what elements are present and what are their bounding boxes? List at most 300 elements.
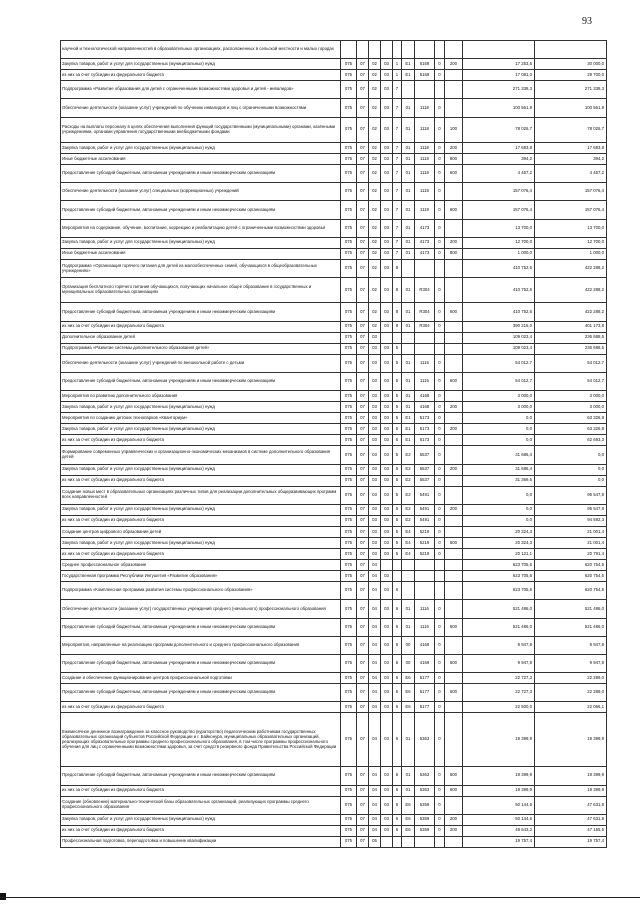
table-row [61,560,607,571]
code-cell: 07 [357,435,369,446]
code-cell: 075 [341,237,357,248]
code-cell [445,435,463,446]
code-cell: 03 [369,464,381,475]
code-cell: 075 [341,248,357,259]
amount-year-2: 422 288,2 [535,303,607,321]
code-cell [415,343,435,354]
code-cell: 1116 [415,618,435,636]
code-cell [445,475,463,486]
code-cell: 1 [393,59,402,70]
amount-year-1: 1 000,0 [463,248,535,259]
code-cell [435,343,445,354]
code-cell [381,560,393,571]
item-name: Закупка товаров, работ и услуг для государственных (муниципальных) нужд [61,237,341,248]
amount-year-1: 3 000,0 [463,402,535,413]
code-cell: 1119 [415,183,435,201]
code-cell: 075 [341,278,357,303]
code-cell: 03 [369,424,381,435]
code-cell: 07 [357,582,369,600]
code-cell: 0 [435,673,445,684]
item-name: Предоставление субсидий бюджетным, автономным учреждениям и иным некоммерческим организациям [61,201,341,219]
code-cell: 04 [369,582,381,600]
code-cell: 0 [435,618,445,636]
code-cell: 02 [369,201,381,219]
code-cell: 200 [445,504,463,515]
code-cell: 03 [381,70,393,81]
code-cell [435,571,445,582]
code-cell: 075 [341,183,357,201]
code-cell: 07 [357,201,369,219]
amount-year-1: 78 026,7 [463,117,535,142]
item-name: из них за счет субсидии из федерального бюджета [61,321,341,332]
item-name: Закупка товаров, работ и услуг для государственных (муниципальных) нужд [61,464,341,475]
item-name: Мероприятия, направленные на реализацию программ дополнительного и среднего профессионального образования [61,636,341,654]
code-cell: 04 [369,684,381,702]
item-name: Подпрограмма «Комплексная программа развития системы профессионального образования» [61,582,341,600]
item-name: Иные бюджетные ассигнования [61,154,341,165]
code-cell: 03 [369,435,381,446]
code-cell: 03 [369,486,381,504]
code-cell: 600 [445,767,463,785]
table-row [61,537,607,548]
code-cell: 1115 [415,354,435,372]
code-cell: 04 [369,796,381,814]
item-name: Профессиональная подготовка, переподготовка и повышение квалификации [61,836,341,847]
code-cell: 02 [369,248,381,259]
amount-year-2: 19 399,9 [535,713,607,767]
table-row [61,475,607,486]
code-cell: 5 [393,504,402,515]
code-cell [393,571,402,582]
code-cell: 02 [369,278,381,303]
code-cell: 6 [393,582,402,600]
code-cell: 075 [341,259,357,277]
code-cell: 0 [435,636,445,654]
amount-year-1: 22 500,0 [463,702,535,713]
amount-year-2: 521 486,0 [535,618,607,636]
amount-year-1: 0,0 [463,435,535,446]
code-cell: 03 [369,354,381,372]
code-cell: 03 [381,618,393,636]
code-cell: 075 [341,836,357,847]
code-cell: 600 [445,303,463,321]
amount-year-1: 0,0 [463,413,535,424]
amount-year-1: 13 700,0 [463,219,535,237]
amount-year-2: 22 289,0 [535,684,607,702]
code-cell [445,259,463,277]
code-cell [381,332,393,343]
code-cell: 03 [381,825,393,836]
code-cell: 00 [402,654,415,672]
code-cell: 6 [393,785,402,796]
code-cell: 800 [445,154,463,165]
amount-year-2: 394,2 [535,154,607,165]
code-cell [445,836,463,847]
code-cell: 03 [381,402,393,413]
code-cell: 0 [435,486,445,504]
code-cell: 075 [341,515,357,526]
item-name: Расходы на выплаты персоналу в целях обеспечения выполнения функций государственными (муниципальными) органами, казёнными учреждениями, органами управления государственными внебюджетными фондами [61,117,341,142]
code-cell: 07 [357,713,369,767]
code-cell: 07 [357,560,369,571]
code-cell: 5177 [415,684,435,702]
item-name: Мероприятия по развитию дополнительного образования [61,391,341,402]
amount-year-2: 0,0 [535,464,607,475]
code-cell: 4173 [415,237,435,248]
code-cell: 075 [341,504,357,515]
code-cell: 07 [357,464,369,475]
code-cell: 4173 [415,248,435,259]
code-cell [415,571,435,582]
table-row [61,259,607,277]
table-row [61,59,607,70]
code-cell: 8 [393,278,402,303]
table-row [61,321,607,332]
code-cell: 6 [393,618,402,636]
item-name: Подпрограмма «Организация горячего питания для детей из малообеспеченных семей, обучающихся в общеобразовательных учреждениях» [61,259,341,277]
code-cell [445,343,463,354]
amount-year-2: 47 631,8 [535,814,607,825]
code-cell: 03 [381,391,393,402]
amount-year-1: 410 752,6 [463,278,535,303]
code-cell: 03 [369,515,381,526]
amount-year-1: 50 144,6 [463,814,535,825]
amount-year-2: 521 486,0 [535,600,607,618]
code-cell: 07 [357,142,369,153]
code-cell: 5 [393,549,402,560]
code-cell: 0 [435,549,445,560]
code-cell [393,560,402,571]
code-cell: 03 [381,654,393,672]
code-cell: 075 [341,600,357,618]
code-cell: 7 [393,165,402,183]
amount-year-2: 62 693,3 [535,435,607,446]
code-cell: 8 [393,259,402,277]
code-cell: 01 [402,372,415,390]
code-cell: 03 [381,526,393,537]
amount-year-2: 9 947,8 [535,654,607,672]
code-cell: 02 [369,142,381,153]
code-cell: 03 [369,475,381,486]
amount-year-2: 21 001,4 [535,526,607,537]
amount-year-2: 422 288,2 [535,259,607,277]
table-row [61,237,607,248]
code-cell: E6 [402,702,415,713]
code-cell: 07 [357,424,369,435]
code-cell: 075 [341,464,357,475]
code-cell [445,278,463,303]
item-name: из них за счет субсидии из федерального бюджета [61,515,341,526]
code-cell: 04 [369,636,381,654]
code-cell: 07 [357,219,369,237]
code-cell: 075 [341,549,357,560]
code-cell: 07 [357,248,369,259]
code-cell: 5219 [415,549,435,560]
code-cell: 0 [435,391,445,402]
code-cell [402,571,415,582]
page-number: 93 [582,16,592,27]
code-cell: 0 [435,814,445,825]
code-cell: 075 [341,99,357,117]
code-cell: 200 [445,402,463,413]
code-cell: 5 [393,464,402,475]
amount-year-1: 109 023,4 [463,332,535,343]
item-name: Предоставление субсидий бюджетным, автономным учреждениям и иным некоммерческим организациям [61,767,341,785]
code-cell: 03 [381,702,393,713]
code-cell: 0 [435,183,445,201]
code-cell: 03 [381,259,393,277]
code-cell: 0 [435,117,445,142]
code-cell: 5169 [415,59,435,70]
code-cell: E6 [402,814,415,825]
code-cell: 1118 [415,142,435,153]
code-cell: 600 [445,785,463,796]
code-cell: 03 [381,549,393,560]
code-cell: 03 [381,142,393,153]
code-cell: 5 [393,413,402,424]
code-cell: E2 [402,475,415,486]
table-row [61,814,607,825]
code-cell: 5359 [415,796,435,814]
amount-year-1: 623 705,6 [463,571,535,582]
item-name: из них за счет субсидии из федерального бюджета [61,785,341,796]
code-cell: 5173 [415,435,435,446]
item-name: Обеспечение деятельности (оказание услуг) государственных учреждений среднего (начального) профессионального образования [61,600,341,618]
item-name: Закупка товаров, работ и услуг для государственных (муниципальных) нужд [61,504,341,515]
item-name: Создание (обновление) материально-технической базы образовательных организаций, реализующих программы среднего профессионального образования [61,796,341,814]
code-cell: 07 [357,825,369,836]
code-cell: 07 [357,673,369,684]
code-cell: 05 [369,836,381,847]
code-cell: 0 [435,278,445,303]
amount-year-1: 54 012,7 [463,372,535,390]
table-row [61,372,607,390]
code-cell [445,321,463,332]
code-cell [393,41,402,59]
code-cell: 03 [369,391,381,402]
amount-year-2 [535,41,607,59]
table-row [61,684,607,702]
code-cell: 075 [341,825,357,836]
code-cell: 6 [393,600,402,618]
code-cell: 02 [369,321,381,332]
item-name: Предоставление субсидий бюджетным, автономным учреждениям и иным некоммерческим организациям [61,684,341,702]
amount-year-1: 100 561,9 [463,99,535,117]
code-cell: 075 [341,391,357,402]
amount-year-2: 236 688,5 [535,332,607,343]
code-cell: 02 [369,70,381,81]
code-cell: 800 [445,248,463,259]
code-cell: E1 [402,424,415,435]
item-name: Иные бюджетные ассигнования [61,248,341,259]
code-cell [435,560,445,571]
amount-year-2: 401 173,8 [535,321,607,332]
code-cell: 07 [357,321,369,332]
code-cell: 8 [393,303,402,321]
table-row [61,391,607,402]
code-cell [435,41,445,59]
item-name: Дополнительное образование детей [61,332,341,343]
code-cell [415,81,435,99]
code-cell: 07 [357,475,369,486]
table-row [61,549,607,560]
amount-year-2: 4 457,2 [535,165,607,183]
code-cell [445,332,463,343]
code-cell: 6 [393,713,402,767]
code-cell: 03 [381,321,393,332]
amount-year-2: 78 026,7 [535,117,607,142]
code-cell [445,81,463,99]
code-cell: 200 [445,424,463,435]
code-cell [445,702,463,713]
amount-year-1: 17 253,5 [463,59,535,70]
amount-year-1: 17 081,0 [463,70,535,81]
item-name: Обеспечение деятельности (оказание услуг) учреждений по внешкольной работе с детьми [61,354,341,372]
amount-year-2: 0,0 [535,475,607,486]
code-cell: 5 [393,435,402,446]
scan-edge-line [0,897,640,898]
code-cell: E6 [402,684,415,702]
code-cell: 03 [369,343,381,354]
code-cell: 01 [402,767,415,785]
code-cell: E6 [402,673,415,684]
code-cell: 03 [381,636,393,654]
code-cell: 07 [357,59,369,70]
table-row [61,117,607,142]
code-cell: 07 [357,343,369,354]
code-cell: 02 [369,165,381,183]
code-cell: 0 [435,504,445,515]
budget-table [60,40,607,848]
code-cell: 1116 [415,600,435,618]
code-cell: 5177 [415,673,435,684]
amount-year-2: 22 289,0 [535,673,607,684]
amount-year-1: 0,0 [463,504,535,515]
code-cell: 07 [357,571,369,582]
table-row [61,99,607,117]
code-cell: E1 [402,70,415,81]
code-cell: E2 [402,464,415,475]
code-cell: 03 [381,582,393,600]
code-cell [402,81,415,99]
code-cell: E4 [402,549,415,560]
code-cell: 0 [435,424,445,435]
code-cell: 5491 [415,504,435,515]
code-cell: 07 [357,154,369,165]
code-cell: 075 [341,413,357,424]
code-cell [415,41,435,59]
code-cell: 0 [435,796,445,814]
item-name: Мероприятия по созданию детских технопарков «Кванториум» [61,413,341,424]
code-cell: 075 [341,332,357,343]
code-cell: 02 [369,59,381,70]
amount-year-1: 22 727,3 [463,673,535,684]
code-cell: 0 [435,515,445,526]
table-row [61,526,607,537]
item-name: Предоставление субсидий бюджетным, автономным учреждениям и иным некоммерческим организациям [61,303,341,321]
code-cell: 200 [445,237,463,248]
code-cell [445,549,463,560]
code-cell: 075 [341,354,357,372]
code-cell [445,183,463,201]
code-cell [415,332,435,343]
code-cell: 0 [435,464,445,475]
amount-year-1: 50 144,6 [463,796,535,814]
code-cell: 075 [341,435,357,446]
code-cell: 4173 [415,219,435,237]
code-cell: E6 [402,796,415,814]
amount-year-1: 410 752,6 [463,259,535,277]
code-cell: 4168 [415,402,435,413]
code-cell: 07 [357,391,369,402]
amount-year-1: 19 757,4 [463,836,535,847]
amount-year-1: 157 076,4 [463,201,535,219]
code-cell [415,836,435,847]
code-cell: 01 [402,321,415,332]
code-cell: E1 [402,413,415,424]
table-row [61,201,607,219]
code-cell: 0 [435,154,445,165]
code-cell: 5359 [415,814,435,825]
amount-year-1: 9 947,8 [463,654,535,672]
code-cell: 0 [435,475,445,486]
code-cell: 01 [402,402,415,413]
amount-year-2: 47 631,8 [535,796,607,814]
code-cell: 02 [369,237,381,248]
item-name: Среднее профессиональное образование [61,560,341,571]
code-cell: 0 [435,354,445,372]
code-cell: 200 [445,825,463,836]
code-cell: 03 [381,278,393,303]
table-row [61,600,607,618]
code-cell: 075 [341,618,357,636]
code-cell [415,560,435,571]
code-cell: 03 [381,464,393,475]
code-cell: 7 [393,99,402,117]
table-row [61,435,607,446]
code-cell: 0 [435,654,445,672]
code-cell: 1118 [415,117,435,142]
code-cell: 03 [381,237,393,248]
code-cell [402,582,415,600]
code-cell [445,673,463,684]
code-cell: 075 [341,303,357,321]
code-cell: 0 [435,402,445,413]
code-cell: 075 [341,219,357,237]
code-cell: 4169 [415,654,435,672]
code-cell [415,582,435,600]
amount-year-1: 623 705,6 [463,582,535,600]
code-cell: 1115 [415,372,435,390]
code-cell [381,41,393,59]
code-cell: 02 [369,303,381,321]
amount-year-1: 521 486,0 [463,600,535,618]
code-cell: 07 [357,549,369,560]
code-cell: 0 [435,219,445,237]
code-cell: 0 [435,165,445,183]
amount-year-2: 620 754,5 [535,571,607,582]
code-cell: 5219 [415,526,435,537]
table-row [61,41,607,59]
item-name: из них за счет субсидии из федерального бюджета [61,70,341,81]
code-cell: 04 [369,767,381,785]
code-cell [402,343,415,354]
code-cell: 0 [435,413,445,424]
code-cell: 200 [445,464,463,475]
code-cell: 075 [341,117,357,142]
code-cell: 600 [445,537,463,548]
amount-year-1: 623 705,6 [463,560,535,571]
